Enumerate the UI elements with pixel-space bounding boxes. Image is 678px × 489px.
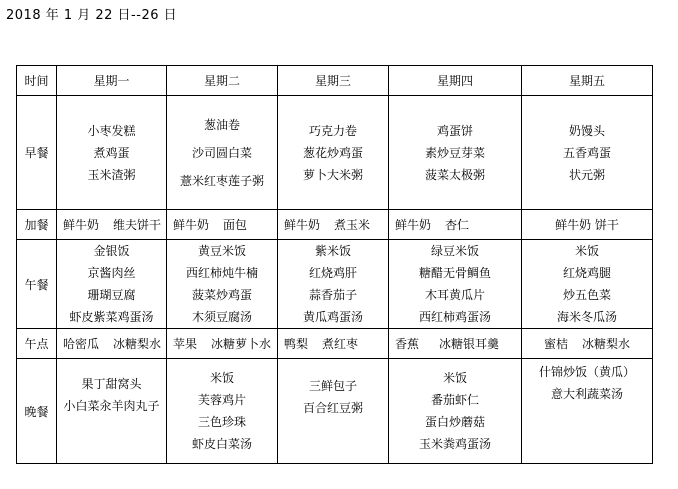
breakfast-row (17, 96, 653, 210)
menu-item: 虾皮紫菜鸡蛋汤 (69, 310, 154, 324)
menu-item: 黄瓜鸡蛋汤 (302, 310, 363, 324)
menu-item: 煮红枣 (322, 337, 359, 351)
lunch-mon (57, 240, 167, 329)
menu-item: 京酱肉丝 (87, 266, 136, 280)
menu-item: 珊瑚豆腐 (87, 288, 136, 302)
afternoon-wed (278, 329, 389, 359)
snack-mon (57, 210, 167, 240)
menu-item: 萝卜大米粥 (302, 167, 363, 182)
menu-item: 哈密瓜 (63, 337, 100, 351)
menu-item: 菠菜太极粥 (424, 167, 485, 182)
menu-item: 鸡蛋饼 (436, 123, 473, 138)
afternoon-snack-label: 午点 (17, 329, 57, 359)
menu-item: 米饭 (209, 371, 234, 385)
day-header-fri: 星期五 (522, 66, 653, 96)
dinner-wed (278, 359, 389, 464)
afternoon-fri (522, 329, 653, 359)
menu-item: 鲜牛奶 饼干 (555, 218, 619, 232)
lunch-row (17, 240, 653, 329)
menu-item: 芙蓉鸡片 (197, 393, 246, 407)
menu-item: 玉米渣粥 (87, 167, 136, 182)
menu-item: 炒五色菜 (562, 288, 611, 302)
day-header-thu: 星期四 (389, 66, 522, 96)
day-header-mon: 星期一 (57, 66, 167, 96)
menu-item: 百合红豆粥 (302, 401, 363, 415)
menu-item: 葱花炒鸡蛋 (302, 145, 363, 160)
menu-item: 小白菜汆羊肉丸子 (63, 399, 160, 413)
menu-item: 黄豆米饭 (197, 244, 246, 258)
menu-item: 鲜牛奶 (63, 218, 100, 232)
menu-item: 三色珍珠 (197, 415, 246, 429)
menu-item: 薏米红枣莲子粥 (179, 173, 264, 188)
menu-item: 木耳黄瓜片 (424, 288, 485, 302)
afternoon-thu (389, 329, 522, 359)
page-title: 2018 年 1 月 22 日--26 日 (6, 8, 178, 23)
menu-item: 鲜牛奶 (173, 218, 210, 232)
menu-item: 玉米粪鸡蛋汤 (418, 437, 491, 451)
dinner-thu (389, 359, 522, 464)
breakfast-label: 早餐 (17, 96, 57, 210)
dinner-tue (167, 359, 278, 464)
menu-item: 米饭 (442, 371, 467, 385)
breakfast-mon (57, 96, 167, 210)
menu-item: 沙司圆白菜 (191, 145, 252, 160)
menu-item: 面包 (223, 218, 248, 232)
menu-item: 紫米饭 (314, 244, 351, 258)
dinner-mon (57, 359, 167, 464)
afternoon-snack-row (17, 329, 653, 359)
menu-item: 金银饭 (93, 244, 130, 258)
snack-tue (167, 210, 278, 240)
menu-item: 蒜香茄子 (308, 288, 357, 302)
dinner-row (17, 359, 653, 464)
menu-item: 什锦炒饭（黄瓜） (538, 365, 635, 379)
afternoon-mon (57, 329, 167, 359)
menu-item: 素炒豆芽菜 (424, 145, 485, 160)
dinner-label: 晚餐 (17, 359, 57, 464)
afternoon-tue (167, 329, 278, 359)
menu-item: 煮玉米 (334, 218, 371, 232)
lunch-wed (278, 240, 389, 329)
weekly-menu-table (16, 65, 653, 464)
snack-row (17, 210, 653, 240)
menu-item: 小枣发糕 (87, 123, 136, 138)
menu-item: 维夫饼干 (113, 218, 162, 232)
menu-item: 香蕉 (395, 337, 420, 351)
menu-item: 虾皮白菜汤 (191, 437, 252, 451)
menu-item: 葱油卷 (203, 117, 240, 132)
day-header-tue: 星期二 (167, 66, 278, 96)
menu-item: 三鲜包子 (308, 379, 357, 393)
menu-item: 五香鸡蛋 (562, 145, 611, 160)
menu-item: 状元粥 (568, 167, 605, 182)
menu-item: 海米冬瓜汤 (556, 310, 617, 324)
table-header-row (17, 66, 653, 96)
snack-label: 加餐 (17, 210, 57, 240)
menu-item: 鲜牛奶 (284, 218, 321, 232)
menu-item: 绿豆米饭 (430, 244, 479, 258)
menu-item: 煮鸡蛋 (93, 145, 130, 160)
menu-item: 鲜牛奶 (395, 218, 432, 232)
menu-item: 冰糖梨水 (582, 337, 631, 351)
menu-item: 果丁甜窝头 (81, 377, 142, 391)
menu-item: 巧克力卷 (308, 123, 357, 138)
snack-wed (278, 210, 389, 240)
menu-item: 冰糖梨水 (113, 337, 162, 351)
menu-item: 鸭梨 (284, 337, 309, 351)
dinner-fri (522, 359, 653, 464)
breakfast-wed (278, 96, 389, 210)
menu-item: 番茄虾仁 (430, 393, 479, 407)
menu-item: 苹果 (173, 337, 198, 351)
lunch-thu (389, 240, 522, 329)
lunch-tue (167, 240, 278, 329)
menu-item: 红烧鸡腿 (562, 266, 611, 280)
menu-item: 米饭 (574, 244, 599, 258)
menu-item: 冰糖银耳羹 (439, 337, 500, 351)
menu-item: 西红柿炖牛楠 (185, 266, 258, 280)
menu-item: 红烧鸡肝 (308, 266, 357, 280)
lunch-label: 午餐 (17, 240, 57, 329)
menu-item: 杏仁 (445, 218, 470, 232)
corner-header: 时间 (17, 66, 57, 96)
menu-item: 糖醋无骨鲷鱼 (418, 266, 491, 280)
lunch-fri (522, 240, 653, 329)
menu-item: 奶馒头 (568, 123, 605, 138)
menu-item: 西红柿鸡蛋汤 (418, 310, 491, 324)
snack-fri (522, 210, 653, 240)
menu-item: 蛋白炒蘑菇 (424, 415, 485, 429)
day-header-wed: 星期三 (278, 66, 389, 96)
menu-item: 菠菜炒鸡蛋 (191, 288, 252, 302)
menu-item: 木须豆腐汤 (191, 310, 252, 324)
menu-item: 蜜桔 (544, 337, 569, 351)
breakfast-tue (167, 96, 278, 210)
menu-item: 意大利蔬菜汤 (550, 387, 623, 401)
menu-item: 冰糖萝卜水 (211, 337, 272, 351)
breakfast-thu (389, 96, 522, 210)
breakfast-fri (522, 96, 653, 210)
snack-thu (389, 210, 522, 240)
